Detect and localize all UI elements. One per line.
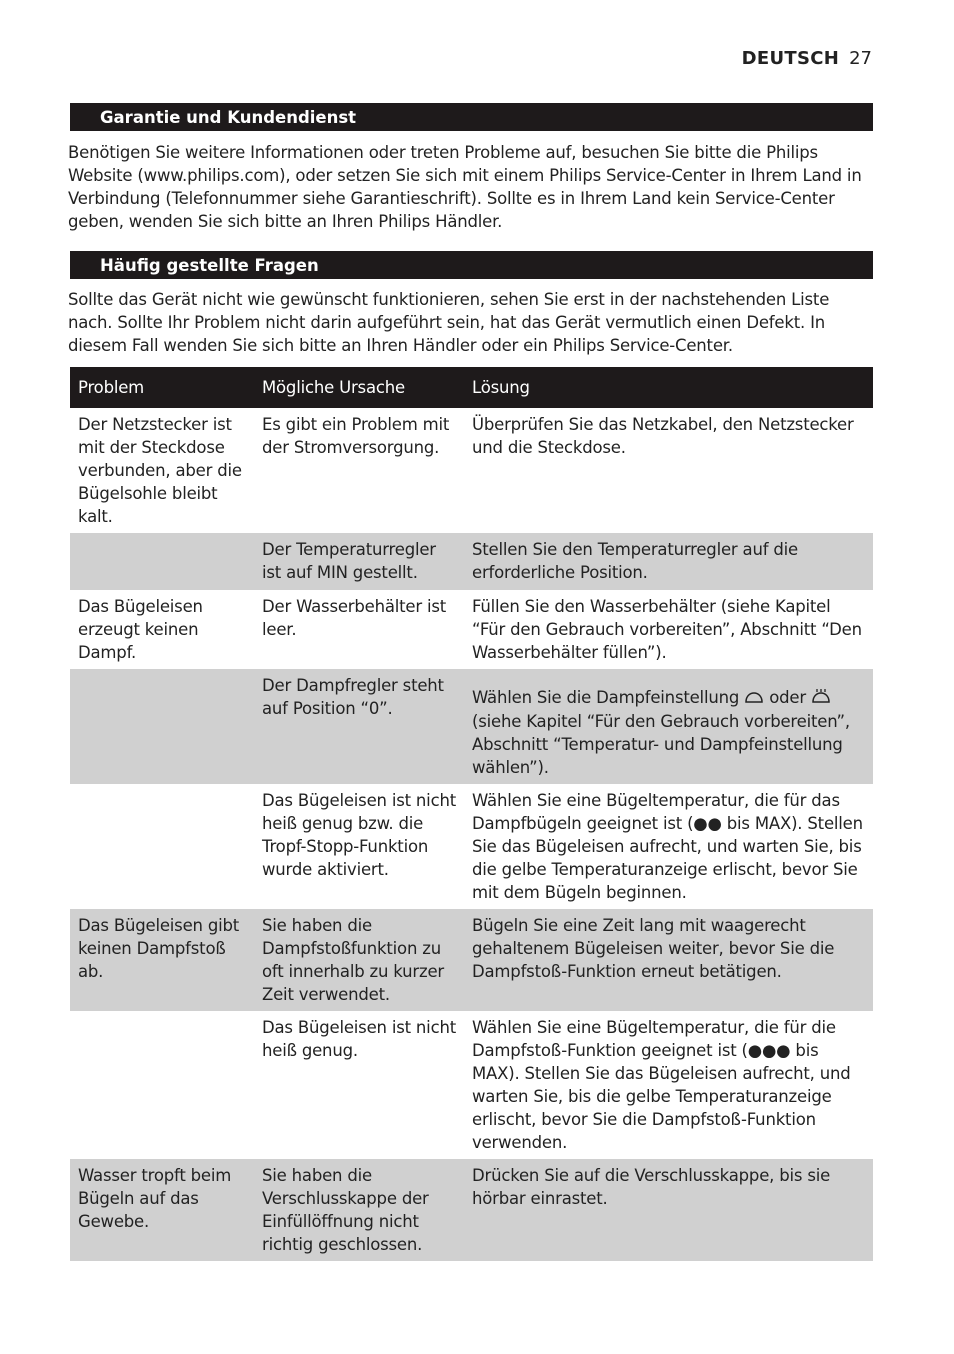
warranty-paragraph: Benötigen Sie weitere Informationen oder treten Probleme auf, besuchen Sie bitte die Philips Website (www.philips.com), oder setzen Sie sich mit einem Philips Service-Center in Ihrem Land in Verbindung (Telefonnummer siehe Garantieschrift). Sollte es in Ihrem Land kein Service-Center geben, wenden Sie sich bitte an Ihren Philips Händler.	[68, 143, 862, 231]
faq-intro-paragraph: Sollte das Gerät nicht wie gewünscht funktionieren, sehen Sie erst in der nachstehenden Liste nach. Sollte Ihr Problem nicht darin aufgeführt sein, hat das Gerät vermutlich einen Defekt. In diesem Fall wenden Sie sich bitte an Ihren Händler oder ein Philips Service-Center.	[68, 290, 830, 355]
problem-cell: Wasser tropft beim Bügeln auf das Gewebe.	[70, 1159, 254, 1261]
problem-cell: Das Bügeleisen erzeugt keinen Dampf.	[78, 597, 203, 662]
solution-cell: Drücken Sie auf die Verschlusskappe, bis sie hörbar einrastet.	[464, 1159, 873, 1261]
solution-cell: Wählen Sie eine Bügeltemperatur, die für das Dampfbügeln geeignet ist (●● bis MAX). Stellen Sie das Bügeleisen aufrecht, und warten Sie, bis die gelbe Temperaturanzeige erlischt, bevor Sie mit dem Bügeln beginnen.	[472, 791, 863, 902]
cause-cell: Es gibt ein Problem mit der Stromversorgung.	[262, 415, 450, 457]
solution-cell: Füllen Sie den Wasserbehälter (siehe Kapitel “Für den Gebrauch vorbereiten”, Abschnitt “Den Wasserbehälter füllen”).	[472, 597, 862, 662]
problem-cell	[70, 1011, 254, 1159]
page-number: 27	[849, 48, 872, 69]
solution-cell: Stellen Sie den Temperaturregler auf die erforderliche Position.	[464, 533, 873, 590]
column-header-solution: Lösung	[464, 367, 873, 408]
problem-cell: Der Netzstecker ist mit der Steckdose verbunden, aber die Bügelsohle bleibt kalt.	[78, 415, 242, 526]
solution-cell: Überprüfen Sie das Netzkabel, den Netzstecker und die Steckdose.	[472, 415, 854, 457]
solution-cell: Bügeln Sie eine Zeit lang mit waagerecht gehaltenem Bügeleisen weiter, bevor Sie die Dampfstoß-Funktion erneut betätigen.	[464, 909, 873, 1011]
cause-cell: Der Wasserbehälter ist leer.	[262, 597, 447, 639]
troubleshooting-table	[70, 367, 873, 1261]
cause-cell: Sie haben die Verschlusskappe der Einfüllöffnung nicht richtig geschlossen.	[254, 1159, 464, 1261]
page-header	[742, 48, 872, 69]
problem-cell	[70, 533, 254, 590]
table-row	[70, 408, 873, 533]
language-label: DEUTSCH	[741, 48, 840, 69]
cause-cell: Sie haben die Dampfstoßfunktion zu oft innerhalb zu kurzer Zeit verwendet.	[254, 909, 464, 1011]
column-header-cause: Mögliche Ursache	[254, 367, 464, 408]
table-row	[70, 909, 873, 1011]
steam-low-icon	[744, 687, 764, 710]
column-header-problem: Problem	[70, 367, 254, 408]
table-row	[70, 1159, 873, 1261]
problem-cell	[70, 784, 254, 909]
table-row	[70, 669, 873, 784]
section-heading-warranty: Garantie und Kundendienst	[70, 103, 873, 131]
section-heading-faq: Häufig gestellte Fragen	[70, 251, 873, 279]
solution-text-part-2: oder	[769, 688, 806, 707]
steam-high-icon	[811, 687, 831, 710]
problem-cell	[70, 669, 254, 784]
cause-cell: Der Dampfregler steht auf Position “0”.	[254, 669, 464, 784]
cause-cell: Der Temperaturregler ist auf MIN gestellt.	[254, 533, 464, 590]
table-row	[70, 590, 873, 669]
table-row	[70, 1011, 873, 1159]
solution-cell	[464, 669, 873, 784]
table-header-row	[70, 367, 873, 408]
cause-cell: Das Bügeleisen ist nicht heiß genug bzw. die Tropf-Stopp-Funktion wurde aktiviert.	[262, 791, 456, 879]
solution-cell: Wählen Sie eine Bügeltemperatur, die für die Dampfstoß-Funktion geeignet ist (●●● bis MAX). Stellen Sie das Bügeleisen aufrecht, und warten Sie, bis die gelbe Temperaturanzeige erlischt, bevor Sie die Dampfstoß-Funktion verwenden.	[472, 1018, 851, 1152]
cause-cell: Das Bügeleisen ist nicht heiß genug.	[262, 1018, 456, 1060]
table-row	[70, 533, 873, 590]
problem-cell: Das Bügeleisen gibt keinen Dampfstoß ab.	[70, 909, 254, 1011]
table-row	[70, 784, 873, 909]
solution-text-part-3: (siehe Kapitel “Für den Gebrauch vorbereiten”, Abschnitt “Temperatur- und Dampfeinstellung wählen”).	[472, 712, 850, 777]
solution-text-part-1: Wählen Sie die Dampfeinstellung	[472, 688, 740, 707]
